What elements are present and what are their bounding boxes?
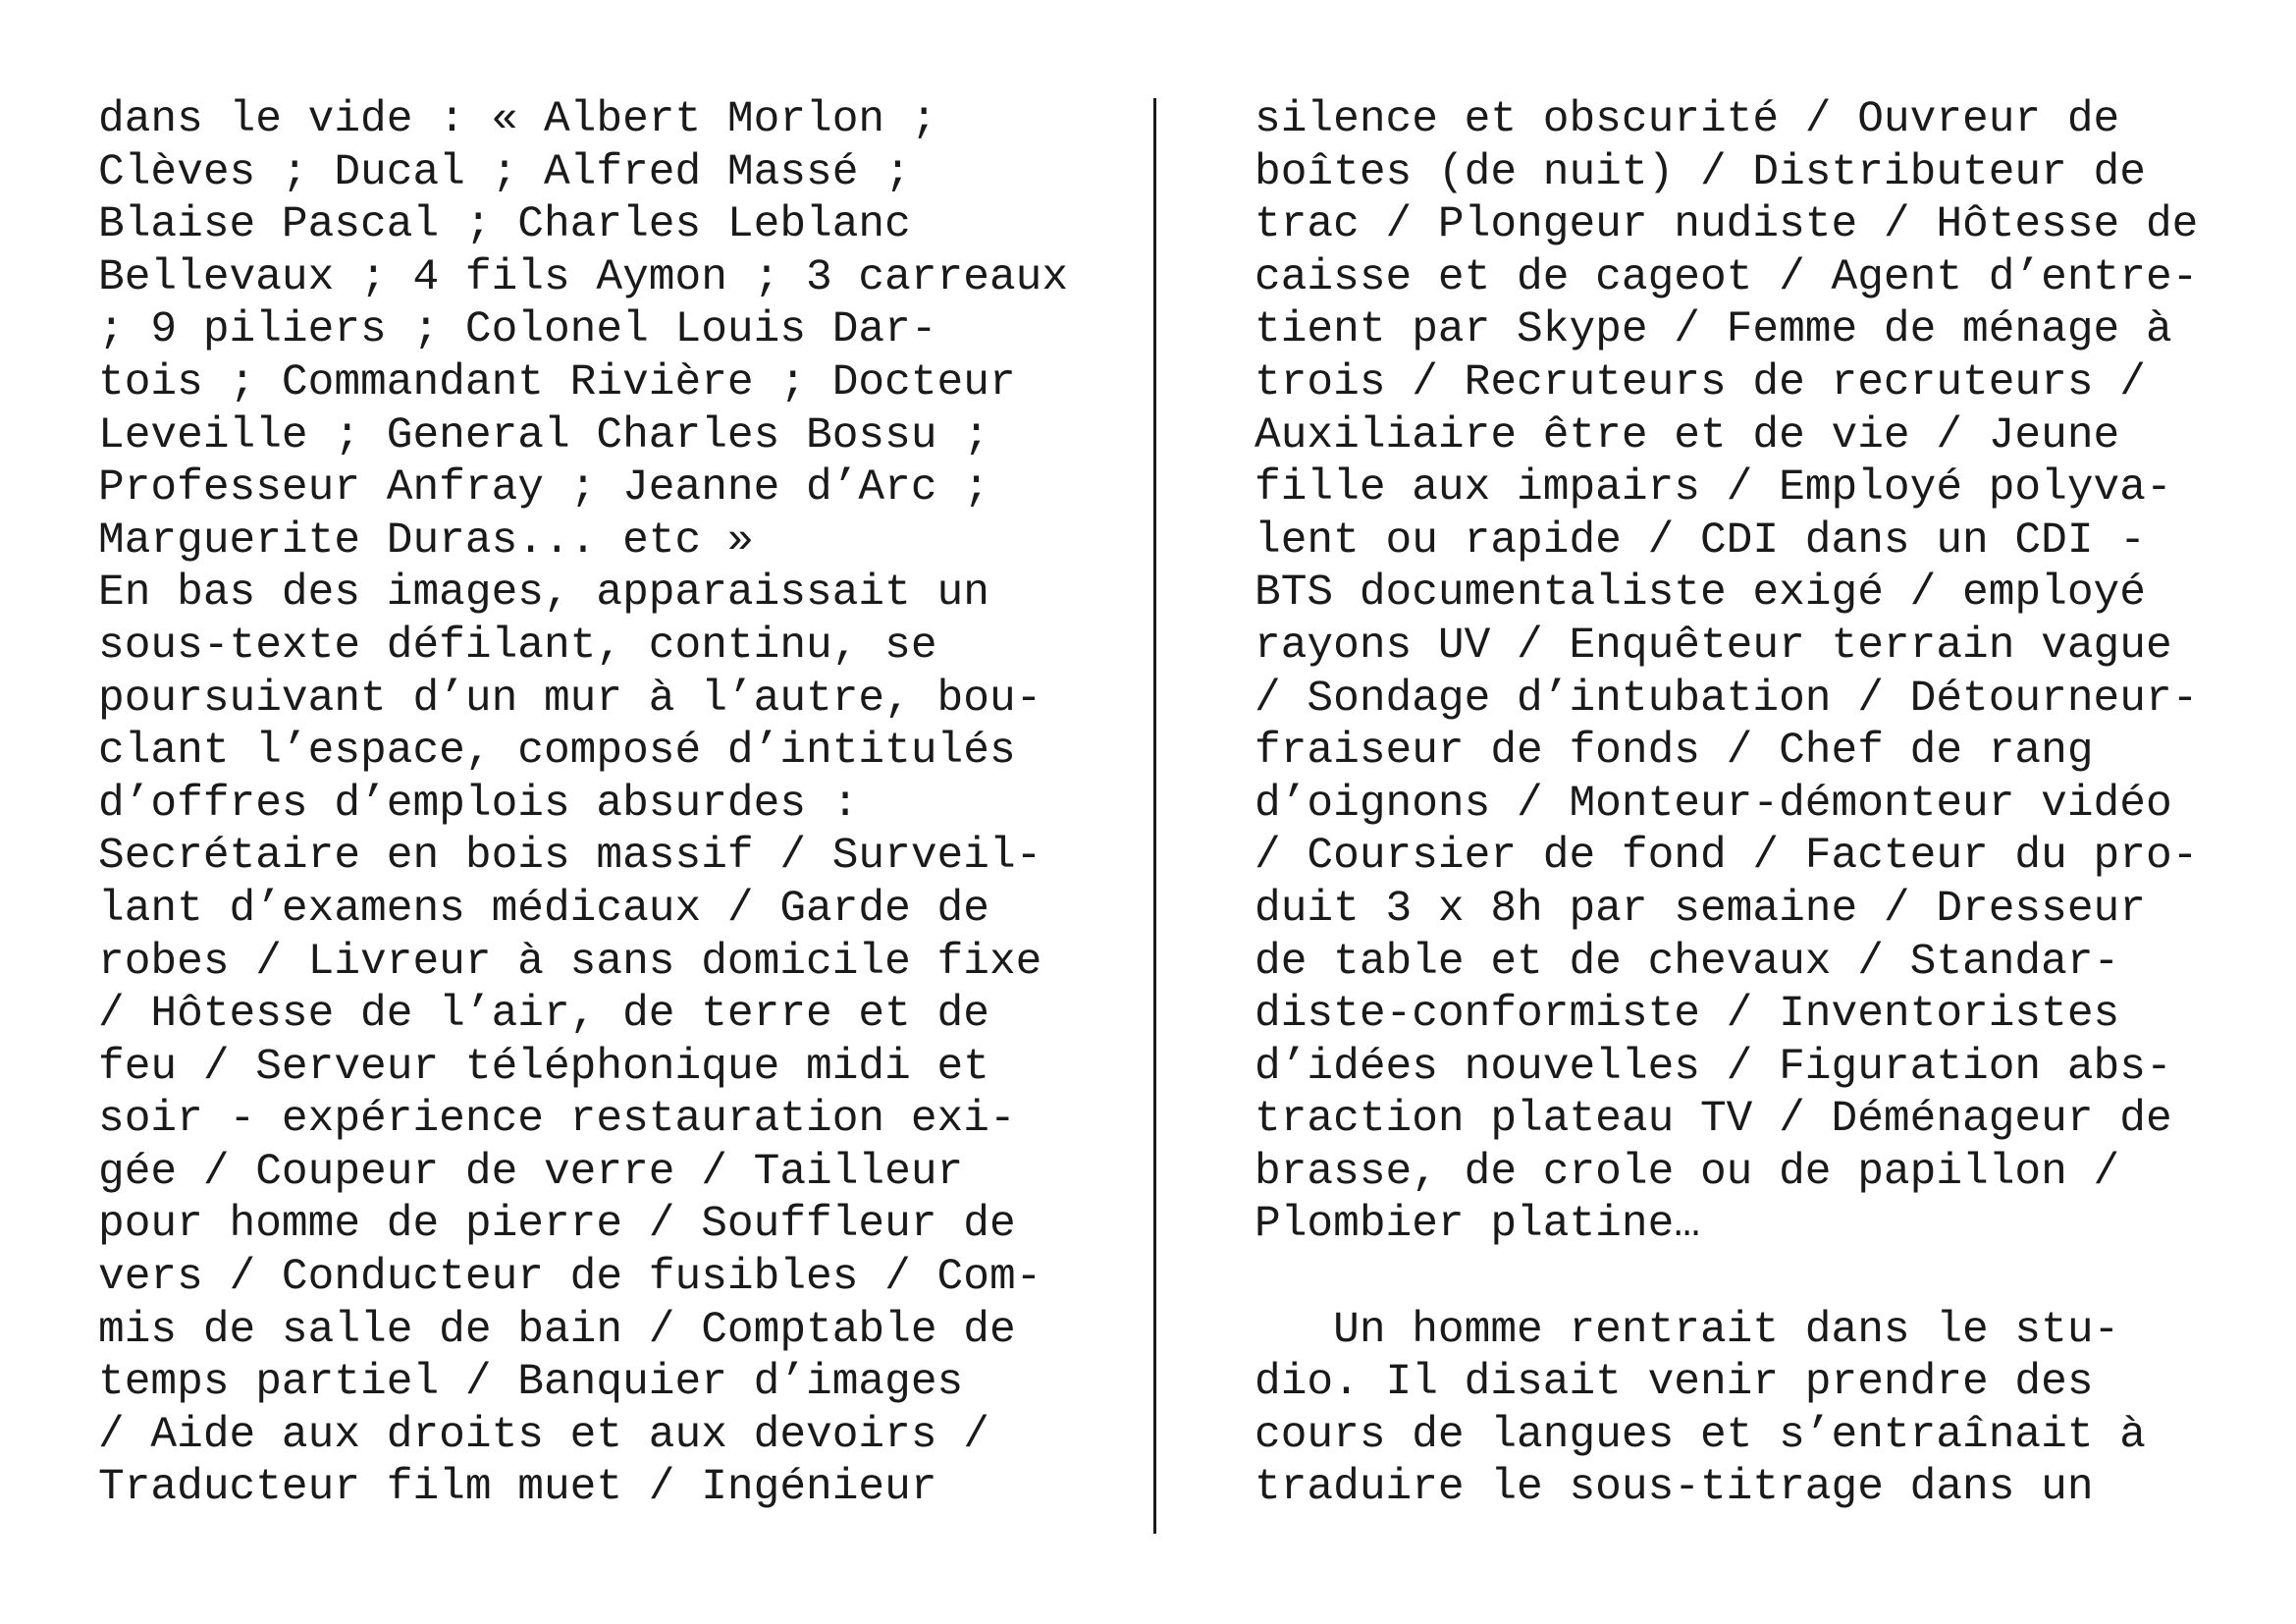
- text-line: BTS documentaliste exigé / employé: [1255, 568, 2146, 619]
- text-line: lant d’examens médicaux / Garde de: [98, 884, 989, 934]
- text-line: traduire le sous-titrage dans un: [1255, 1463, 2094, 1513]
- text-line: sous-texte défilant, continu, se: [98, 621, 937, 671]
- text-line: mis de salle de bain / Comptable de: [98, 1305, 1016, 1355]
- right-page-column: [1255, 94, 2198, 1515]
- text-line: / Coursier de fond / Facteur du pro-: [1255, 832, 2199, 882]
- text-line: Bellevaux ; 4 fils Aymon ; 3 carreaux: [98, 252, 1069, 302]
- text-line: soir - expérience restauration exi-: [98, 1095, 1016, 1145]
- text-line: lent ou rapide / CDI dans un CDI -: [1255, 515, 2146, 566]
- text-line: rayons UV / Enquêteur terrain vague: [1255, 621, 2172, 671]
- text-line: [1255, 1252, 2198, 1305]
- text-line: Leveille ; General Charles Bossu ;: [98, 410, 989, 460]
- text-line: Auxiliaire être et de vie / Jeune: [1255, 410, 2120, 460]
- text-line: boîtes (de nuit) / Distributeur de: [1255, 147, 2146, 197]
- text-line: Secrétaire en bois massif / Surveil-: [98, 832, 1042, 882]
- text-line: duit 3 x 8h par semaine / Dresseur: [1255, 884, 2146, 934]
- text-line: Clèves ; Ducal ; Alfred Massé ;: [98, 147, 911, 197]
- text-line: poursuivant d’un mur à l’autre, bou-: [98, 674, 1042, 724]
- text-line: Traducteur film muet / Ingénieur: [98, 1463, 937, 1513]
- text-line: Professeur Anfray ; Jeanne d’Arc ;: [98, 463, 989, 514]
- text-line: fille aux impairs / Employé polyva-: [1255, 463, 2172, 514]
- text-line: d’offres d’emplois absurdes :: [98, 779, 859, 829]
- text-line: traction plateau TV / Déménageur de: [1255, 1095, 2172, 1145]
- text-line: de table et de chevaux / Standar-: [1255, 937, 2120, 987]
- text-line: Marguerite Duras... etc »: [98, 515, 754, 566]
- text-line: vers / Conducteur de fusibles / Com-: [98, 1253, 1042, 1303]
- text-line: tois ; Commandant Rivière ; Docteur: [98, 357, 1016, 407]
- text-line: tient par Skype / Femme de ménage à: [1255, 305, 2172, 355]
- text-line: trois / Recruteurs de recruteurs /: [1255, 357, 2146, 407]
- text-line: Un homme rentrait dans le stu-: [1255, 1305, 2120, 1355]
- text-line: caisse et de cageot / Agent d’entre-: [1255, 252, 2199, 302]
- text-line: d’idées nouvelles / Figuration abs-: [1255, 1042, 2172, 1092]
- text-line: robes / Livreur à sans domicile fixe: [98, 937, 1042, 987]
- text-line: En bas des images, apparaissait un: [98, 568, 989, 619]
- text-line: trac / Plongeur nudiste / Hôtesse de: [1255, 200, 2199, 250]
- text-line: fraiseur de fonds / Chef de rang: [1255, 727, 2094, 777]
- text-line: / Hôtesse de l’air, de terre et de: [98, 990, 989, 1040]
- text-line: ; 9 piliers ; Colonel Louis Dar-: [98, 305, 937, 355]
- text-line: cours de langues et s’entraînait à: [1255, 1410, 2146, 1460]
- text-line: dio. Il disait venir prendre des: [1255, 1358, 2094, 1408]
- text-line: gée / Coupeur de verre / Tailleur: [98, 1147, 964, 1197]
- text-line: brasse, de crole ou de papillon /: [1255, 1147, 2120, 1197]
- text-line: / Sondage d’intubation / Détourneur-: [1255, 674, 2199, 724]
- text-line: / Aide aux droits et aux devoirs /: [98, 1410, 989, 1460]
- text-line: d’oignons / Monteur-démonteur vidéo: [1255, 779, 2172, 829]
- text-line: silence et obscurité / Ouvreur de: [1255, 95, 2120, 144]
- text-line: Plombier platine…: [1255, 1200, 1700, 1250]
- text-line: diste-conformiste / Inventoristes: [1255, 990, 2120, 1040]
- text-line: dans le vide : « Albert Morlon ;: [98, 95, 937, 144]
- text-line: pour homme de pierre / Souffleur de: [98, 1200, 1016, 1250]
- left-page-column: [98, 94, 1068, 1515]
- column-divider: [1153, 98, 1156, 1534]
- text-line: feu / Serveur téléphonique midi et: [98, 1042, 989, 1092]
- text-line: Blaise Pascal ; Charles Leblanc: [98, 200, 911, 250]
- text-line: temps partiel / Banquier d’images: [98, 1358, 964, 1408]
- text-line: clant l’espace, composé d’intitulés: [98, 727, 1016, 777]
